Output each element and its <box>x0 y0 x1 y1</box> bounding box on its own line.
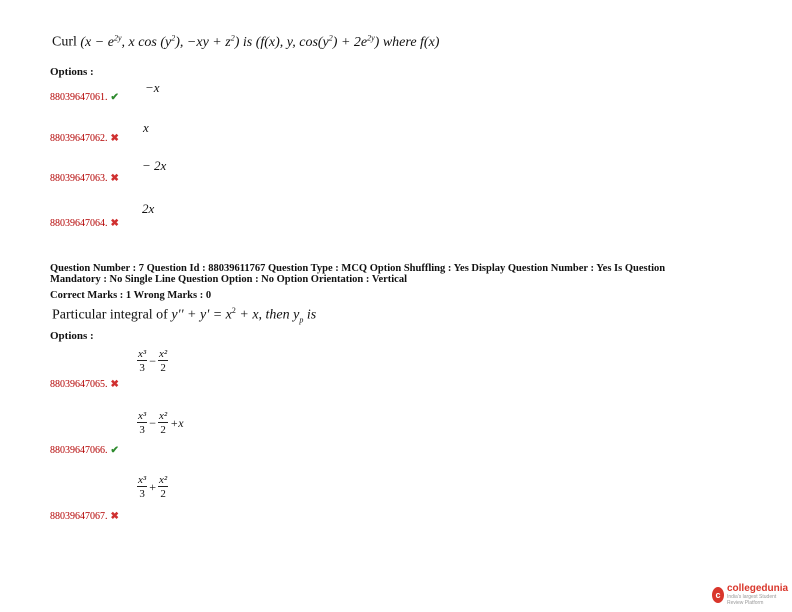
options-label-q7: Options : <box>50 330 94 342</box>
correct-check-icon: ✔ <box>110 92 119 103</box>
option-id: 88039647065. <box>50 379 108 390</box>
collegedunia-logo <box>712 584 792 606</box>
option-text: 2x <box>142 201 155 216</box>
wrong-cross-icon: ✖ <box>110 133 119 144</box>
option-formula: $\frac{\text{x³}}{3}$ − $\frac{\text{x²}}{2}$ +x <box>138 410 184 436</box>
option-text: −x <box>145 80 160 95</box>
options-label-q6: Options : <box>50 66 94 78</box>
marks-info: Correct Marks : 1 Wrong Marks : 0 <box>50 290 212 301</box>
question-6-text: Curl ($x - e^{2y}$, x $\cos (y^2)$, $-xy + z^2$) is (f(x), y, $\cos(y^2) + 2e^{2y}$) where f(x) <box>52 33 440 50</box>
option-formula: $\frac{\text{x³}}{3}$ + $\frac{\text{x²}}{2}$ <box>138 474 168 500</box>
option-id: 88039647062. <box>50 133 108 144</box>
option-row[interactable] <box>50 213 119 231</box>
option-row[interactable] <box>50 168 119 186</box>
wrong-cross-icon: ✖ <box>110 218 119 229</box>
logo-name: collegedunia <box>726 583 789 594</box>
wrong-cross-icon: ✖ <box>110 511 119 522</box>
option-id: 88039647067. <box>50 511 108 522</box>
option-id: 88039647064. <box>50 218 108 229</box>
option-id: 88039647063. <box>50 173 108 184</box>
logo-tagline: India's largest Student Review Platform <box>726 594 777 606</box>
wrong-cross-icon: ✖ <box>110 379 119 390</box>
question-7-meta: Question Number : 7 Question Id : 88039611767 Question Type : MCQ Option Shuffling : Yes Display Question Number : Yes Is Question Mandatory : No Single Line Question Option : No Option Orientation : Vertical <box>50 263 666 285</box>
option-row[interactable] <box>50 440 119 458</box>
option-row[interactable] <box>50 374 119 392</box>
correct-check-icon: ✔ <box>110 445 119 456</box>
question-7-text: Particular integral of $y'' + y' = x^2 + x$, then $y_p$ is <box>52 306 317 325</box>
option-formula: $\frac{\text{x³}}{3}$ − $\frac{\text{x²}}{2}$ <box>138 348 168 374</box>
option-row[interactable] <box>50 506 119 524</box>
option-id: 88039647066. <box>50 445 108 456</box>
option-id: 88039647061. <box>50 92 108 103</box>
option-text: x <box>143 120 149 135</box>
wrong-cross-icon: ✖ <box>110 173 119 184</box>
option-row[interactable] <box>50 87 119 105</box>
option-text: − 2x <box>142 158 167 173</box>
graduation-cap-icon: c <box>712 587 724 603</box>
option-row[interactable] <box>50 128 119 146</box>
